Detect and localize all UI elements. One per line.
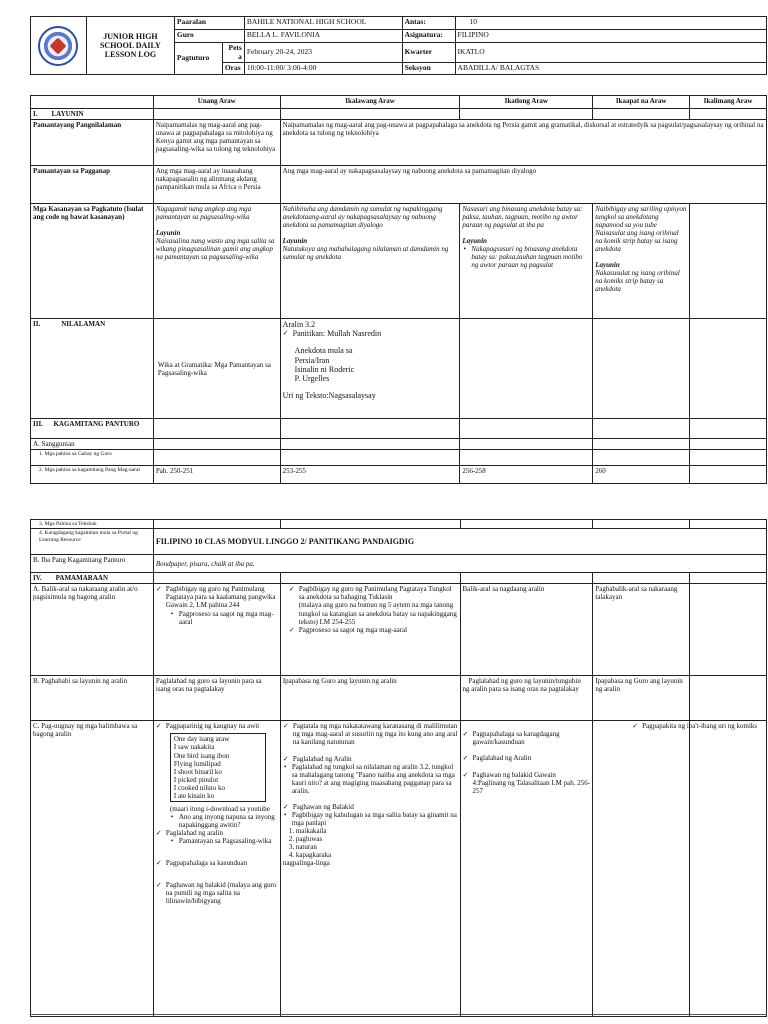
label-pagtuturo: Pagtuturo — [174, 43, 222, 75]
label-seksyon: Seksyon — [402, 63, 455, 75]
song-lyrics-box: One day isang araw I saw nakakita One bird isang ibon Flying lumilipad I shoot binaril ko I picked pinulot I cooked niluto ko I ate kinain ko — [170, 733, 266, 801]
value-kwarter: IKATLO — [455, 43, 766, 63]
kagamitang-pahina-day2: 253-255 — [280, 466, 460, 484]
label-oras: Oras — [222, 63, 244, 75]
label-asignatura: Asignatura: — [402, 30, 455, 43]
label-guro: Guro — [174, 30, 244, 43]
nilalaman-day1: Wika at Gramatika: Mga Pamantayan sa Pagsasaling-wika — [153, 319, 280, 419]
paghahabi-day3: Paglalahad ng guro ng layunin/tunguhin ng aralin para sa isang oras na pagtalakay — [460, 676, 593, 721]
label-kwarter: Kwarter — [402, 43, 455, 63]
pamantayang-pangnilalaman-day1: Naipamamalas ng mag-aaral ang pag-unawa at pagpapahalaga sa mitolohiya ng Kenya gamit ang mga pamantayan sa pagsasaling-wika sa tulong ng teknolohiya — [153, 120, 280, 166]
pamantayang-pangnilalaman-day2to5: Naipamamalas ng mag-aaral ang pag-unawa at pagpapahalaga sa anekdota ng Persia gamit ang gramatikal, diskorsal at estratedyik sa pagsulat/pagsasalaysay ng orihinal na anekdota sa tulong ng teknolohiya — [280, 120, 766, 166]
day-header-4: Ikaapat na Araw — [593, 96, 690, 109]
header-table — [30, 16, 767, 75]
pag-uugnay-day3: ✓ Pagpapahalaga sa karagdagang gawain/kasunduan ✓ Paglalahad ng Aralin ✓ Paghawan ng balakid Gawain 4:Paglinang ng Talasalitaan LM pah. 256-257 — [460, 721, 593, 1017]
paghahabi-day1: Paglalahad ng guro sa layunin para sa isang oras na pagtalakay — [153, 676, 280, 721]
teksbuk-label: 3. Mga Pahina sa Teksbuk — [31, 520, 154, 529]
pag-uugnay-day1: ✓ Pagpaparinig ng kaugnay na awit One day isang araw I saw nakakita One bird isang ibon Flying lumilipad I shoot binaril ko I picked pinulot I cooked niluto ko I ate kinain ko (maari itong i-download sa youtube • Ano ang inyong napuna sa inyong napakinggang awitin? ✓ Paglalahad ng aralin • Pamantayan sa Pagsasaling-wika ✓ Pagpapahalaga sa kasunduan ✓ Paghawan ng balakid (malaya ang guro na pumili ng mga salita na lilinawin/bibigyang — [153, 721, 280, 1017]
kagamitang-pahina-day3: 256-258 — [460, 466, 593, 484]
day-header-5: Ikalimang Araw — [690, 96, 767, 109]
value-antas: 10 — [455, 17, 766, 30]
lesson-log-table-page2 — [30, 519, 767, 1017]
day-header-2: Ikalawang Araw — [280, 96, 460, 109]
lesson-log-table — [30, 95, 767, 484]
label-paaralan: Paaralan — [174, 17, 244, 30]
section-pamamaraan: IV. PAMAMARAAN — [31, 573, 154, 584]
balik-aral-day3: Balik-aral sa nagdaang aralin — [460, 584, 593, 676]
value-oras: 10:00-11:00/ 3:00-4:00 — [244, 63, 402, 75]
label-antas: Antas: — [402, 17, 455, 30]
kasanayan-day2: Nahihinuha ang damdamin ng sumulat ng napakinggang anekdotaang-aaral ay nakapagsasalaysay ng nabuong anekdota sa pamamagitan diyalogo Layunin Natutukoya ang mahahalagang nilalaman at damdamin ng sumulat ng anekdota — [280, 204, 460, 319]
pamantayan-pagganap-day2to5: Ang mga mag-aaral ay nakapagsasalaysay ng nabuong anekdota sa pamamagitan diyalogo — [280, 166, 766, 204]
pamantayan-pagganap-day1: Ang mga mag-aaral ay inaasahang nakapagsasalin ng alinmang akdang pampanitikan mula sa Africa o Persia — [153, 166, 280, 204]
day-header-1: Unang Araw — [153, 96, 280, 109]
kasanayan-day1: Nagagamit nang angkop ang mga pamantayan sa pagsasaling-wika Layunin Naisasalina nang wasto ang mga salita sa wikang pinagsasalinan gamit ang angkop na pamantayan sa pagsasaling-wika — [153, 204, 280, 319]
iba-pang-value: Bondpaper, pisara, chalk at iba pa. — [153, 555, 766, 573]
pag-uugnay-label: C. Pag-uugnay ng mga halimbawa sa bagong aralin — [31, 721, 154, 1017]
kagamitang-pahina-day4: 260 — [593, 466, 690, 484]
value-petsa: February 20-24, 2023 — [244, 43, 402, 63]
modyul-title: FILIPINO 10 CLAS MODYUL LINGGO 2/ PANITIKANG PANDAIGDIG — [153, 529, 766, 555]
deped-seal-icon — [38, 26, 78, 66]
section-nilalaman: II. NILALAMAN — [31, 319, 154, 419]
kasanayan-day3: Nasusuri ang binasang anekdota batay sa: paksa, tauhan, tagpuan, motibo ng awtor paraan ng pagsulat at iba pa Layunin • Nakapagsusuri ng binasang anekdota batay sa: paksa,tauhan tagpuan motibo ng awtor paraan ng pagsulat — [460, 204, 593, 319]
corner-cell — [31, 96, 154, 109]
section-kagamitang: III. KAGAMITANG PANTURO — [31, 419, 154, 439]
paghahabi-day2: Ipapabasa ng Guro ang layunin ng aralin — [280, 676, 460, 721]
pag-uugnay-day5: ✓ Pagpapakita ng iba't-ibang uri ng komiks — [690, 721, 767, 1017]
kasanayan-label: Mga Kasanayan sa Pagkatuto (Isulat ang code ng bawat kasanayan) — [31, 204, 154, 319]
school-logo-cell — [31, 17, 87, 75]
value-asignatura: FILIPINO — [455, 30, 766, 43]
balik-aral-day1: ✓ Pagbibigay ng guro ng Panimulang Pagtataya para sa kaalamang pangwika Gawain 2, LM pahina 244 • Pagproseso sa sagot ng mga mag-aaral — [153, 584, 280, 676]
kasanayan-day4: Naibibigay ang sariling opinyon tungkol sa anekdotang napanood sa you tube Naisasulat ang isang orihinal na komik strip batay sa isang anekdota Layunin Nakasusulat ng isang orihinal na komiks strip batay sa anekdota — [593, 204, 690, 319]
gabay-label: 1. Mga pahina sa Gabay ng Guro — [31, 450, 154, 466]
paghahabi-label: B. Paghahabi sa layunin ng aralin — [31, 676, 154, 721]
balik-aral-label: A. Balik-aral sa nakaraang aralin at/o pagsisimula ng bagong aralin — [31, 584, 154, 676]
kagamitang-pahina-label: 2. Mga pahina sa kagamitang Pang Mag-aaral — [31, 466, 154, 484]
pamantayan-pagganap-label: Pamantayan sa Pagganap — [31, 166, 154, 204]
sanggunian-label: A. Sanggunian — [31, 439, 154, 450]
section-layunin: I. LAYUNIN — [31, 109, 154, 120]
pag-uugnay-day2: ✓ Pagtatala ng mga nakatatawang karanasang di malilimutan ng mga mag-aaral at susuriin ng mga ito kung ano ang aral na kanilang natutunan ✓ Paglalahad ng Aralin • Paglalahad ng tungkol sa nilalaman ng aralin 3.2, tungkol sa mahalagang tanong "Paano naiiba ang anekdota sa mga kauri nito? at ang magiging inaasahang pagganap para sa aralin. ✓ Paghawan ng Balakid • Pagbibigay ng kahulugan sa mga salita batay sa ginamit na mga panlapi 1. maikakaila 2. pagluwas 3. naturan 4. kapagkaraka nagpalinga-linga — [280, 721, 460, 1017]
paghahabi-day4: Ipapabasa ng Guro ang layunin ng aralin — [593, 676, 690, 721]
day-header-3: Ikatlong Araw — [460, 96, 593, 109]
balik-aral-day4: Pagbabalik-aral sa nakaraang talakayan — [593, 584, 690, 676]
nilalaman-day2: Aralin 3.2 ✓ Panitikan: Mullah Nasredin Anekdota mula sa Persia/Iran Isinalin ni Roderic P. Urgelles Uri ng Teksto:Nagsasalaysay — [280, 319, 460, 419]
value-seksyon: ABADILLA/ BALAGTAS — [455, 63, 766, 75]
balik-aral-day2: ✓ Pagbibigay ng guro ng Panimulang Pagtataya Tungkol sa anekdota sa bahaging Tuklasin (malaya ang guro na bumuo ng 5 aytem na mga tanong tungkol sa katangian sa anekdota batay sa napakinggang teksto) LM 254-255 ✓ Pagproseso sa sagot ng mga mag-aaral — [280, 584, 460, 676]
dll-title: JUNIOR HIGH SCHOOL DAILY LESSON LOG — [86, 17, 174, 75]
pamantayang-pangnilalaman-label: Pamantayang Pangnilalaman — [31, 120, 154, 166]
karagdagang-label: 4. Karagdagang kagamitan mula sa Portal ng Learning Resource — [31, 529, 154, 555]
iba-pang-label: B. Iba Pang Kagamitang Panturo — [31, 555, 154, 573]
value-guro: BELLA L. FAVILONIA — [244, 30, 402, 43]
page-bottom-rule — [30, 1014, 767, 1015]
value-paaralan: BAHILE NATIONAL HIGH SCHOOL — [244, 17, 402, 30]
label-petsa: Pets a — [222, 43, 244, 63]
kagamitang-pahina-day1: Pah. 250-251 — [153, 466, 280, 484]
